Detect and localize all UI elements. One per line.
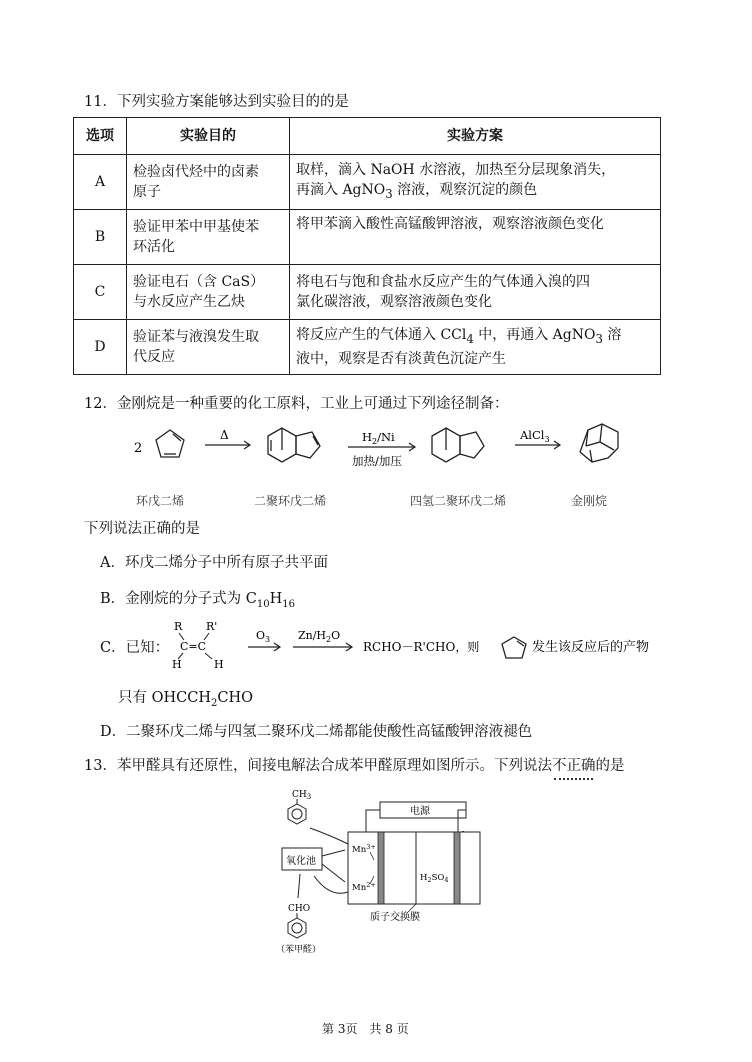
table-header-row <box>74 118 661 155</box>
mn2-label: $Mn^{2+}$ <box>352 881 376 893</box>
emphasis-not-correct: 不正确 <box>551 758 596 774</box>
h-left: H <box>172 658 182 671</box>
cho-label: CHO <box>288 904 311 914</box>
dicyclopentadiene-structure <box>268 428 320 462</box>
cyclopentene-icon <box>502 637 526 658</box>
arrow-alcl3 <box>515 441 560 449</box>
row-option: A <box>74 155 127 210</box>
ozonolysis-products: RCHO－R'CHO，则 <box>363 640 480 654</box>
benzaldehyde-structure <box>288 913 306 938</box>
page-footer: 第 3页 共 8 页 <box>322 1022 409 1036</box>
option-c-tail: 发生该反应后的产物 <box>532 640 650 655</box>
q11-stem: 11．下列实验方案能够达到实验目的的是 <box>84 94 349 110</box>
zn-h2o-label: $Zn/H_2O$ <box>298 629 341 644</box>
header-goal: 实验目的 <box>127 118 290 155</box>
table-row <box>74 155 661 210</box>
row-option: D <box>74 320 127 375</box>
row-plan: 将反应产生的气体通入 CCl$_4$ 中，再通入 AgNO$_3$ 溶 液中，观察是否有淡黄色沉淀产生 <box>290 320 661 375</box>
q12-option-a: A．环戊二烯分子中所有原子共平面 <box>100 555 328 571</box>
row-plan: 取样，滴入 NaOH 水溶液，加热至分层现象消失， 再滴入 AgNO$_3$ 溶液，观察沉淀的颜色 <box>290 155 661 210</box>
row-plan: 将甲苯滴入酸性高锰酸钾溶液，观察溶液颜色变化 <box>290 210 661 265</box>
toluene-structure <box>288 799 306 824</box>
q12-question: 下列说法正确的是 <box>84 521 200 537</box>
q11-table <box>73 117 661 375</box>
row-goal: 验证电石（含 CaS） 与水反应产生乙炔 <box>127 265 290 320</box>
r-prime-group: R' <box>206 620 218 633</box>
header-plan: 实验方案 <box>290 118 661 155</box>
q12-option-c-cont: 只有 $OHCCH_2CHO$ <box>118 690 253 709</box>
arrow-hydrogenation <box>348 443 415 451</box>
electrode-b <box>454 832 460 904</box>
adamantane-structure <box>580 424 618 462</box>
arrow-zn <box>293 643 352 651</box>
synthesis-scheme <box>120 420 660 490</box>
tetrahydro-structure <box>432 428 484 462</box>
heat-pressure-label: 加热/加压 <box>352 454 402 468</box>
row-goal: 检验卤代烃中的卤素 原子 <box>127 155 290 210</box>
q12-option-b: B．金刚烷的分子式为 $C_{10}H_{16}$ <box>100 591 295 610</box>
membrane-label: 质子交换膜 <box>370 912 420 923</box>
label-adamantane: 金刚烷 <box>571 494 608 508</box>
alkene-cc: C=C <box>180 640 207 653</box>
ch3-label: $CH_3$ <box>292 790 312 801</box>
o3-label: $O_3$ <box>256 629 271 644</box>
power-label: 电源 <box>410 806 430 817</box>
q13-stem: 13．苯甲醛具有还原性，间接电解法合成苯甲醛原理如图所示。下列说法不正确的是 <box>84 758 625 774</box>
row-option: B <box>74 210 127 265</box>
table-row <box>74 210 661 265</box>
ozonolysis-equation <box>168 620 678 672</box>
row-goal: 验证甲苯中甲基使苯 环活化 <box>127 210 290 265</box>
h2so4-label: $H_2SO_4$ <box>420 873 449 884</box>
table-row <box>74 265 661 320</box>
mn3-label: $Mn^{3+}$ <box>352 843 376 855</box>
heat-label: Δ <box>220 428 229 442</box>
oxidation-pool-label: 氧化池 <box>286 856 316 867</box>
label-cyclopentadiene: 环戊二烯 <box>136 494 185 508</box>
h2-ni-label: $H_2/Ni$ <box>362 430 395 446</box>
q12-option-c-label: C．已知： <box>100 640 170 656</box>
row-goal: 验证苯与液溴发生取 代反应 <box>127 320 290 375</box>
arrow-o3 <box>248 643 280 651</box>
arrow-heat <box>205 441 250 449</box>
electrolysis-diagram <box>270 786 490 956</box>
cyclopentadiene-structure <box>156 430 184 457</box>
table-row <box>74 320 661 375</box>
label-tetrahydro: 四氢二聚环戊二烯 <box>410 494 507 508</box>
alcl3-label: AlCl$_3$ <box>520 428 550 444</box>
q12-stem: 12．金刚烷是一种重要的化工原料，工业上可通过下列途径制备： <box>84 396 509 412</box>
electrode-a <box>378 832 384 904</box>
header-option: 选项 <box>74 118 127 155</box>
q12-option-d: D．二聚环戊二烯与四氢二聚环戊二烯都能使酸性高锰酸钾溶液褪色 <box>100 724 533 740</box>
h-right: H <box>214 658 224 671</box>
r-group: R <box>174 620 183 633</box>
row-option: C <box>74 265 127 320</box>
coefficient: 2 <box>134 441 143 456</box>
label-dicyclopentadiene: 二聚环戊二烯 <box>254 494 327 508</box>
row-plan: 将电石与饱和食盐水反应产生的气体通入溴的四 氯化碳溶液，观察溶液颜色变化 <box>290 265 661 320</box>
benzaldehyde-label: （苯甲醛） <box>276 945 322 955</box>
